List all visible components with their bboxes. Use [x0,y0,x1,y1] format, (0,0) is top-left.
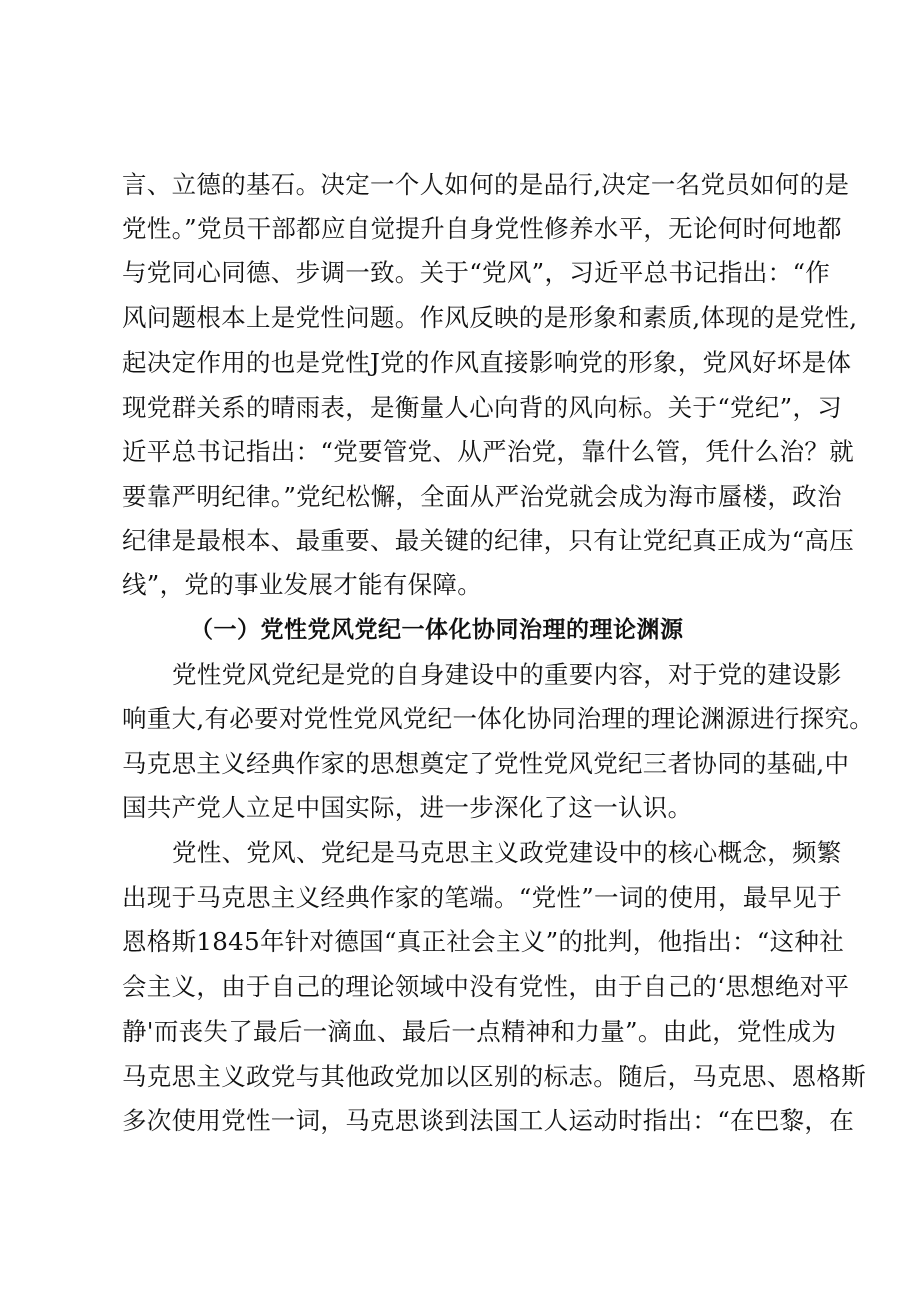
paragraph-line: 国共产党人立足中国实际，进一步深化了这一认识。 [122,793,693,822]
paragraph-line: 响重大,有必要对党性党风党纪一体化协同治理的理论渊源进行探究。 [122,704,875,733]
paragraph-line: 党性党风党纪是党的自身建设中的重要内容，对于党的建设影 [172,660,842,689]
paragraph-line: 多次使用党性一词，马克思谈到法国工人运动时指出：“在巴黎，在 [122,1106,855,1135]
paragraph-line: 线”，党的事业发展才能有保障。 [122,570,483,599]
paragraph-line: 党性、党风、党纪是马克思主义政党建设中的核心概念，频繁 [172,838,842,867]
paragraph-line: 要靠严明纪律。”党纪松懈，全面从严治党就会成为海市蜃楼，政治 [122,482,842,511]
paragraph-line: 党性。”党员干部都应自觉提升自身党性修养水平，无论何时何地都 [122,214,842,243]
paragraph-line: 静'而丧失了最后一滴血、最后一点精神和力量”。由此，党性成为 [122,1017,837,1046]
paragraph-line: 起决定作用的也是党性J党的作风直接影响党的形象，党风好坏是体 [122,348,852,377]
paragraph-line: 马克思主义经典作家的思想奠定了党性党风党纪三者协同的基础,中 [122,749,850,778]
paragraph-line: 出现于马克思主义经典作家的笔端。“党性”一词的使用，最早见于 [122,883,843,912]
paragraph-line: 风问题根本上是党性问题。作风反映的是形象和素质,体现的是党性, [122,303,858,332]
paragraph-line: 现党群关系的晴雨表，是衡量人心向背的风向标。关于“党纪”，习 [122,393,843,422]
section-heading: （一）党性党风党纪一体化协同治理的理论渊源 [190,617,684,643]
paragraph-line: 纪律是最根本、最重要、最关键的纪律，只有让党纪真正成为“高压 [122,526,855,555]
paragraph-line: 与党同心同德、步调一致。关于“党风”，习近平总书记指出：“作 [122,258,831,287]
paragraph-line: 马克思主义政党与其他政党加以区别的标志。随后，马克思、恩格斯 [122,1062,866,1091]
paragraph-line: 会主义，由于自己的理论领域中没有党性，由于自己的‘思想绝对平 [122,972,850,1001]
paragraph-line: 言、立德的基石。决定一个人如何的是品行,决定一名党员如何的是 [122,170,850,199]
paragraph-line: 恩格斯1845年针对德国“真正社会主义”的批判，他指出：“这种社 [122,927,845,956]
paragraph-line: 近平总书记指出：“党要管党、从严治党，靠什么管，凭什么治？就 [122,437,855,466]
